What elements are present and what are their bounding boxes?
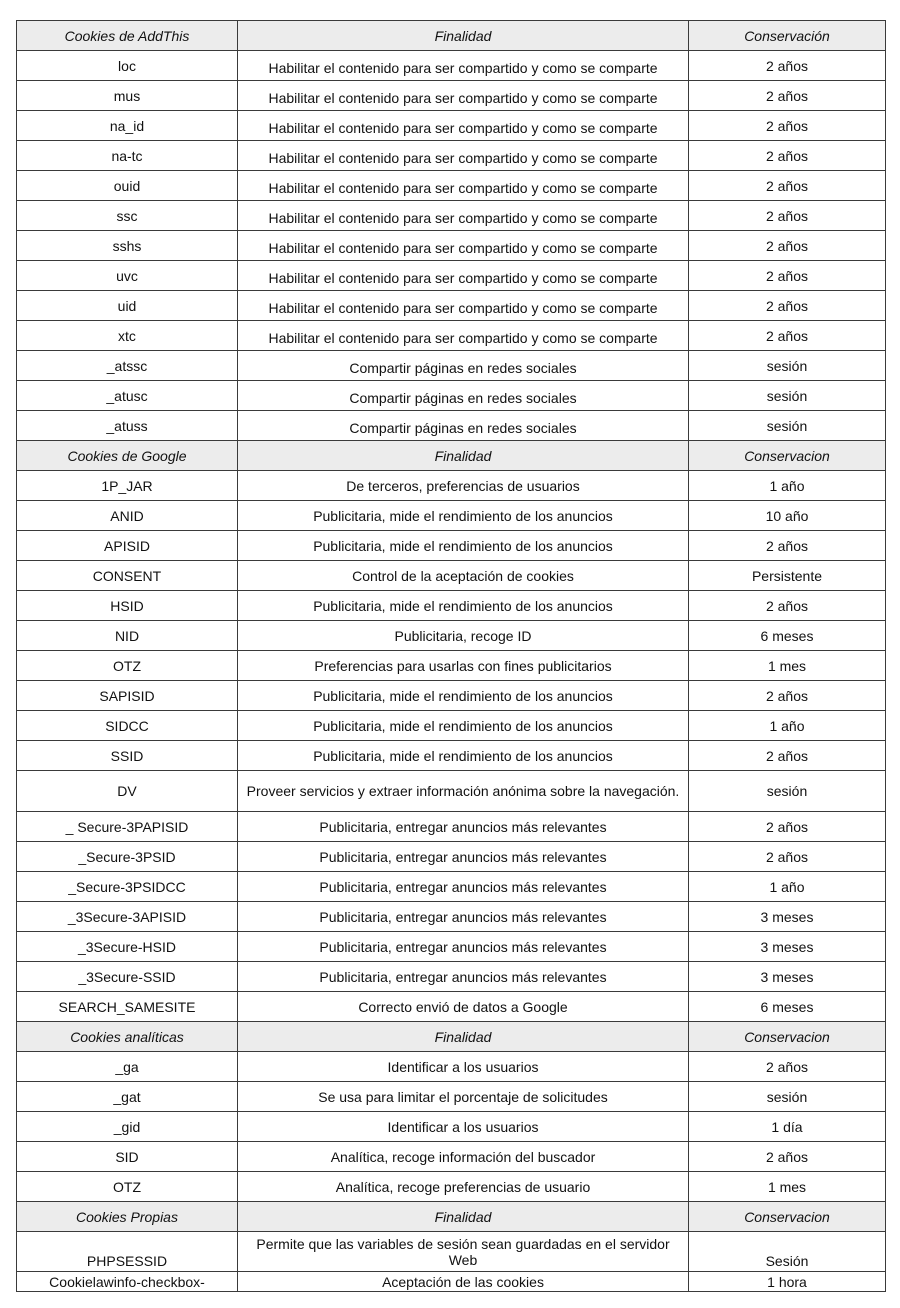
- cookie-name: _Secure-3PSIDCC: [17, 872, 238, 902]
- cookie-retention: 2 años: [689, 261, 886, 291]
- cookie-purpose: De terceros, preferencias de usuarios: [238, 471, 689, 501]
- cookie-purpose: Compartir páginas en redes sociales: [238, 411, 689, 441]
- cookie-retention: 2 años: [689, 81, 886, 111]
- cookie-retention: sesión: [689, 381, 886, 411]
- table-row: [17, 872, 886, 902]
- cookie-purpose: Publicitaria, mide el rendimiento de los anuncios: [238, 741, 689, 771]
- cookie-retention: 2 años: [689, 141, 886, 171]
- section-header-google: [17, 441, 886, 471]
- cookie-retention: 1 año: [689, 711, 886, 741]
- table-row: [17, 171, 886, 201]
- table-row: [17, 321, 886, 351]
- cookie-name: xtc: [17, 321, 238, 351]
- cookie-purpose: Habilitar el contenido para ser compartido y como se comparte: [238, 171, 689, 201]
- section-header-addthis: [17, 21, 886, 51]
- cookie-name: ssc: [17, 201, 238, 231]
- cookie-table-body: [17, 21, 886, 1292]
- cookie-name: _3Secure-3APISID: [17, 902, 238, 932]
- cookie-retention: 1 mes: [689, 651, 886, 681]
- cookie-retention: 2 años: [689, 741, 886, 771]
- table-row: [17, 711, 886, 741]
- table-row: [17, 771, 886, 812]
- cookie-purpose: Control de la aceptación de cookies: [238, 561, 689, 591]
- cookie-retention: 3 meses: [689, 932, 886, 962]
- retention-column-header: Conservación: [689, 21, 886, 51]
- table-row: [17, 141, 886, 171]
- cookie-retention: Sesión: [689, 1232, 886, 1272]
- cookie-retention: 3 meses: [689, 962, 886, 992]
- cookie-name: _ Secure-3PAPISID: [17, 812, 238, 842]
- table-row: [17, 381, 886, 411]
- retention-column-header: Conservacion: [689, 1022, 886, 1052]
- cookie-retention: 2 años: [689, 591, 886, 621]
- cookie-name: ouid: [17, 171, 238, 201]
- table-row: [17, 842, 886, 872]
- table-row: [17, 351, 886, 381]
- cookie-retention: 2 años: [689, 111, 886, 141]
- table-row: [17, 1172, 886, 1202]
- cookie-name: APISID: [17, 531, 238, 561]
- cookie-name: PHPSESSID: [17, 1232, 238, 1272]
- cookie-name: DV: [17, 771, 238, 812]
- cookie-purpose: Compartir páginas en redes sociales: [238, 381, 689, 411]
- cookie-purpose: Permite que las variables de sesión sean guardadas en el servidor Web: [238, 1232, 689, 1272]
- table-row: [17, 741, 886, 771]
- cookie-name: _Secure-3PSID: [17, 842, 238, 872]
- cookie-purpose: Publicitaria, entregar anuncios más relevantes: [238, 812, 689, 842]
- table-row: [17, 1232, 886, 1272]
- table-row: [17, 51, 886, 81]
- cookie-purpose: Compartir páginas en redes sociales: [238, 351, 689, 381]
- section-title: Cookies Propias: [17, 1202, 238, 1232]
- cookie-purpose: Proveer servicios y extraer información anónima sobre la navegación.: [238, 771, 689, 812]
- cookie-purpose: Publicitaria, mide el rendimiento de los anuncios: [238, 531, 689, 561]
- cookie-purpose: Identificar a los usuarios: [238, 1112, 689, 1142]
- cookie-purpose: Identificar a los usuarios: [238, 1052, 689, 1082]
- cookie-purpose: Publicitaria, mide el rendimiento de los anuncios: [238, 501, 689, 531]
- table-row: [17, 681, 886, 711]
- cookie-retention: 1 hora: [689, 1272, 886, 1292]
- cookie-purpose: Publicitaria, mide el rendimiento de los anuncios: [238, 591, 689, 621]
- table-row: [17, 962, 886, 992]
- cookie-retention: 1 mes: [689, 1172, 886, 1202]
- table-row: [17, 1082, 886, 1112]
- cookie-name: Cookielawinfo-checkbox-: [17, 1272, 238, 1292]
- section-title: Cookies de AddThis: [17, 21, 238, 51]
- cookie-purpose: Habilitar el contenido para ser compartido y como se comparte: [238, 201, 689, 231]
- cookie-purpose: Habilitar el contenido para ser compartido y como se comparte: [238, 81, 689, 111]
- cookie-name: OTZ: [17, 651, 238, 681]
- cookie-name: ANID: [17, 501, 238, 531]
- cookie-purpose: Habilitar el contenido para ser compartido y como se comparte: [238, 321, 689, 351]
- cookie-name: SIDCC: [17, 711, 238, 741]
- table-row: [17, 561, 886, 591]
- cookie-name: CONSENT: [17, 561, 238, 591]
- cookie-name: SAPISID: [17, 681, 238, 711]
- cookie-name: na_id: [17, 111, 238, 141]
- cookie-name: _atssc: [17, 351, 238, 381]
- cookie-retention: 10 año: [689, 501, 886, 531]
- cookie-purpose: Analítica, recoge información del buscador: [238, 1142, 689, 1172]
- table-row: [17, 411, 886, 441]
- cookie-retention: 2 años: [689, 531, 886, 561]
- cookie-retention: 1 día: [689, 1112, 886, 1142]
- table-row: [17, 111, 886, 141]
- cookie-name: HSID: [17, 591, 238, 621]
- cookie-retention: sesión: [689, 411, 886, 441]
- table-row: [17, 1142, 886, 1172]
- cookie-name: sshs: [17, 231, 238, 261]
- cookie-purpose: Habilitar el contenido para ser compartido y como se comparte: [238, 111, 689, 141]
- cookie-name: _gid: [17, 1112, 238, 1142]
- cookie-purpose: Publicitaria, entregar anuncios más relevantes: [238, 902, 689, 932]
- cookie-retention: sesión: [689, 771, 886, 812]
- cookie-purpose: Publicitaria, entregar anuncios más relevantes: [238, 962, 689, 992]
- table-row: [17, 591, 886, 621]
- cookie-purpose: Analítica, recoge preferencias de usuario: [238, 1172, 689, 1202]
- purpose-column-header: Finalidad: [238, 1202, 689, 1232]
- cookie-retention: 3 meses: [689, 902, 886, 932]
- cookie-name: _atusc: [17, 381, 238, 411]
- section-title: Cookies analíticas: [17, 1022, 238, 1052]
- retention-column-header: Conservacion: [689, 441, 886, 471]
- cookie-name: loc: [17, 51, 238, 81]
- retention-column-header: Conservacion: [689, 1202, 886, 1232]
- cookie-name: uid: [17, 291, 238, 321]
- cookie-purpose: Aceptación de las cookies: [238, 1272, 689, 1292]
- table-row: [17, 621, 886, 651]
- purpose-column-header: Finalidad: [238, 1022, 689, 1052]
- cookie-name: _atuss: [17, 411, 238, 441]
- cookie-purpose: Habilitar el contenido para ser compartido y como se comparte: [238, 141, 689, 171]
- cookie-retention: Persistente: [689, 561, 886, 591]
- cookie-retention: 2 años: [689, 812, 886, 842]
- cookie-retention: 2 años: [689, 231, 886, 261]
- cookie-name: _gat: [17, 1082, 238, 1112]
- cookie-name: SEARCH_SAMESITE: [17, 992, 238, 1022]
- section-header-analiticas: [17, 1022, 886, 1052]
- cookie-purpose: Publicitaria, recoge ID: [238, 621, 689, 651]
- cookie-retention: sesión: [689, 351, 886, 381]
- cookie-retention: 2 años: [689, 171, 886, 201]
- table-row: [17, 471, 886, 501]
- cookie-retention: 2 años: [689, 51, 886, 81]
- cookie-retention: 1 año: [689, 471, 886, 501]
- cookie-purpose: Publicitaria, entregar anuncios más relevantes: [238, 872, 689, 902]
- cookie-purpose: Publicitaria, mide el rendimiento de los anuncios: [238, 681, 689, 711]
- cookie-name: _ga: [17, 1052, 238, 1082]
- cookie-retention: 2 años: [689, 201, 886, 231]
- table-row: [17, 231, 886, 261]
- table-row: [17, 1272, 886, 1292]
- cookie-name: OTZ: [17, 1172, 238, 1202]
- cookie-name: uvc: [17, 261, 238, 291]
- section-title: Cookies de Google: [17, 441, 238, 471]
- cookie-purpose: Habilitar el contenido para ser compartido y como se comparte: [238, 231, 689, 261]
- purpose-column-header: Finalidad: [238, 21, 689, 51]
- cookie-retention: 1 año: [689, 872, 886, 902]
- table-row: [17, 902, 886, 932]
- cookie-table: [16, 20, 886, 1292]
- cookie-name: SID: [17, 1142, 238, 1172]
- table-row: [17, 201, 886, 231]
- table-row: [17, 651, 886, 681]
- cookie-name: _3Secure-HSID: [17, 932, 238, 962]
- cookie-purpose: Habilitar el contenido para ser compartido y como se comparte: [238, 261, 689, 291]
- cookie-retention: 2 años: [689, 321, 886, 351]
- cookie-retention: 2 años: [689, 1142, 886, 1172]
- table-row: [17, 291, 886, 321]
- cookie-purpose: Habilitar el contenido para ser compartido y como se comparte: [238, 51, 689, 81]
- cookie-retention: 6 meses: [689, 621, 886, 651]
- cookie-name: 1P_JAR: [17, 471, 238, 501]
- table-row: [17, 261, 886, 291]
- cookie-name: SSID: [17, 741, 238, 771]
- cookie-retention: 2 años: [689, 1052, 886, 1082]
- cookie-purpose: Se usa para limitar el porcentaje de solicitudes: [238, 1082, 689, 1112]
- cookie-name: na-tc: [17, 141, 238, 171]
- table-row: [17, 531, 886, 561]
- table-row: [17, 1112, 886, 1142]
- cookie-purpose: Publicitaria, mide el rendimiento de los anuncios: [238, 711, 689, 741]
- table-row: [17, 501, 886, 531]
- cookie-name: mus: [17, 81, 238, 111]
- cookie-purpose: Publicitaria, entregar anuncios más relevantes: [238, 932, 689, 962]
- table-row: [17, 992, 886, 1022]
- table-row: [17, 81, 886, 111]
- cookie-purpose: Publicitaria, entregar anuncios más relevantes: [238, 842, 689, 872]
- purpose-column-header: Finalidad: [238, 441, 689, 471]
- cookie-retention: 2 años: [689, 291, 886, 321]
- cookie-purpose: Preferencias para usarlas con fines publicitarios: [238, 651, 689, 681]
- section-header-propias: [17, 1202, 886, 1232]
- cookie-retention: 2 años: [689, 681, 886, 711]
- cookie-purpose: Habilitar el contenido para ser compartido y como se comparte: [238, 291, 689, 321]
- cookie-retention: 2 años: [689, 842, 886, 872]
- cookie-name: NID: [17, 621, 238, 651]
- table-row: [17, 932, 886, 962]
- table-row: [17, 1052, 886, 1082]
- cookie-retention: sesión: [689, 1082, 886, 1112]
- cookie-purpose: Correcto envió de datos a Google: [238, 992, 689, 1022]
- table-row: [17, 812, 886, 842]
- cookie-name: _3Secure-SSID: [17, 962, 238, 992]
- cookie-retention: 6 meses: [689, 992, 886, 1022]
